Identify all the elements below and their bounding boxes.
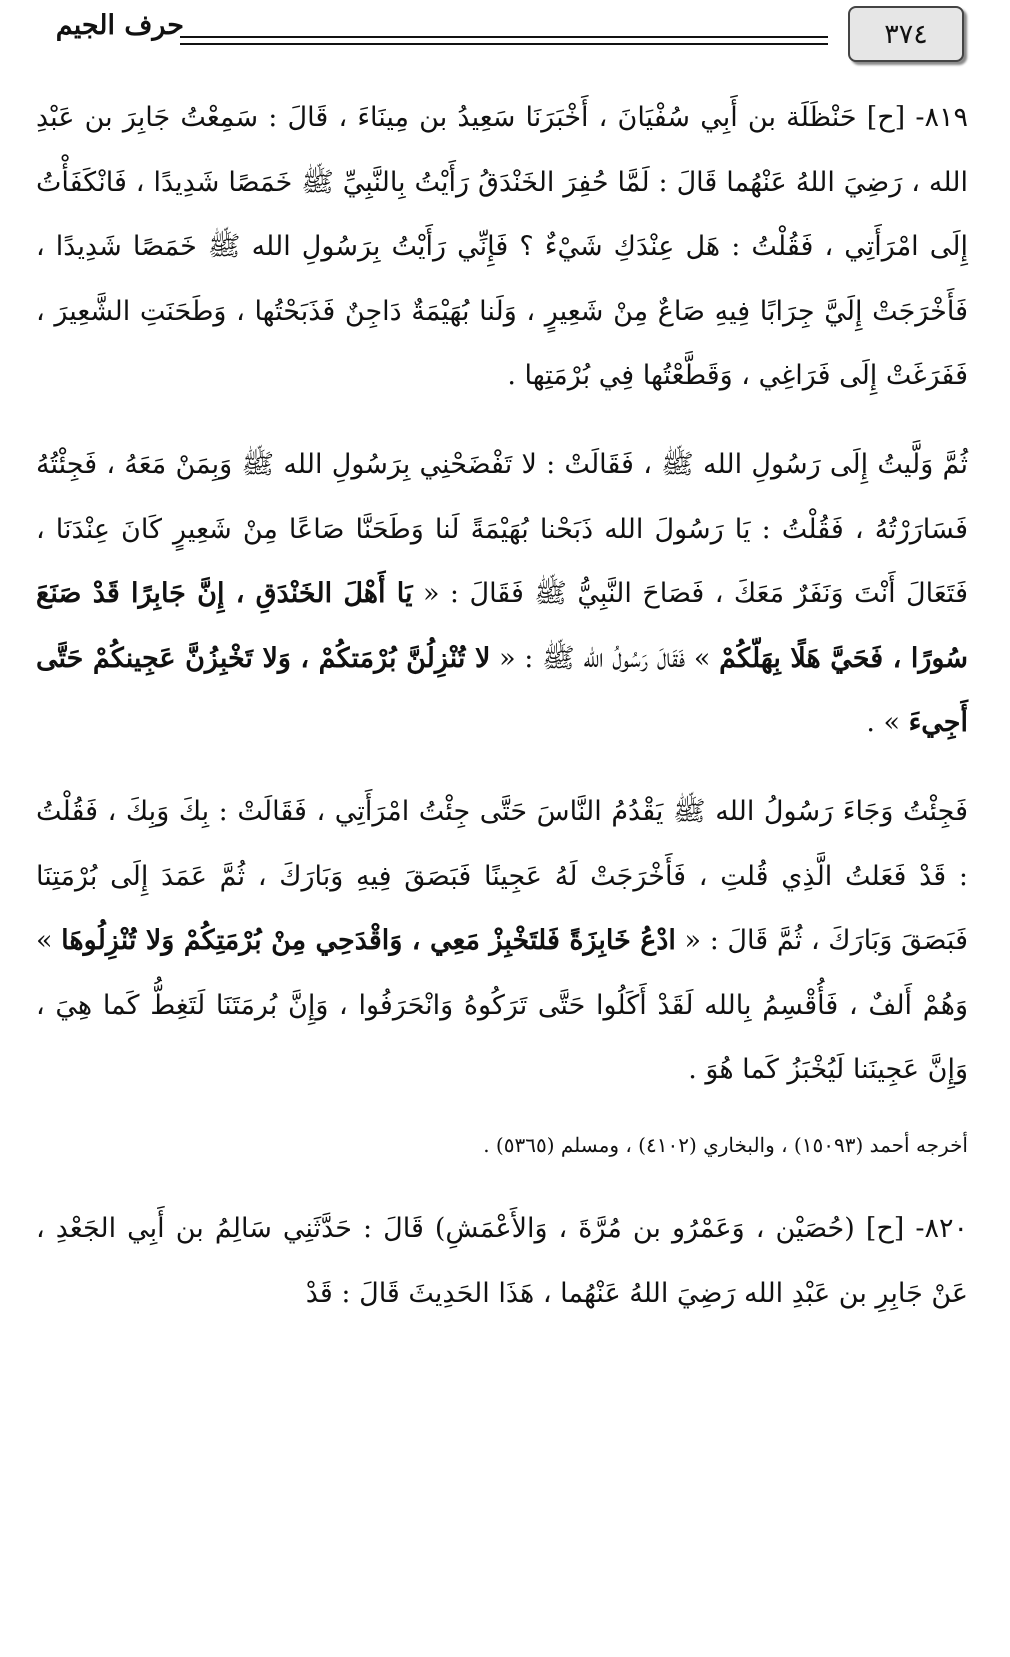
- paragraph-spacer: [36, 756, 968, 780]
- paragraph-spacer: [36, 409, 968, 433]
- hadith-820-paragraph-1: ٨٢٠- [ح] (حُصَيْن ، وَعَمْرُو بن مُرَّةَ ، وَالأَعْمَشِ) قَالَ : حَدَّثَنِي سَالِمُ بن أَبِي الجَعْدِ ، عَنْ جَابِرِ بن عَبْدِ الله رَضِيَ اللهُ عَنْهُما ، هَذَا الحَدِيثَ قَالَ : قَدْ: [36, 1212, 968, 1309]
- prophetic-saying-bold: لا تُنْزِلُنَّ بُرْمَتكُمْ ، وَلا تَخْبِزُنَّ عَجِينكُمْ حَتَّى أَجِيءَ: [36, 642, 968, 739]
- hadith-819-paragraph-2: [36, 433, 968, 756]
- hadith-819-paragraph-1: ٨١٩- [ح] حَنْظَلَة بن أَبِي سُفْيَانَ ، أَخْبَرَنَا سَعِيدُ بن مِينَاءَ ، قَالَ : سَمِعْتُ جَابِرَ بن عَبْدِ الله ، رَضِيَ اللهُ عَنْهُما قَالَ : لَمَّا حُفِرَ الخَنْدَقُ رَأَيْتُ بِالنَّبِيِّ ﷺ خَمَصًا شَدِيدًا ، فَانْكَفَأْتُ إِلَى امْرَأَتِي ، فَقُلْتُ : هَل عِنْدَكِ شَيْءٌ ؟ فَإِنِّي رَأَيْتُ بِرَسُولِ الله ﷺ خَمَصًا شَدِيدًا ، فَأَخْرَجَتْ إِلَيَّ جِرَابًا فِيهِ صَاعٌ مِنْ شَعِيرٍ ، وَلَنا بُهَيْمَةٌ دَاجِنٌ فَذَبَحْتُها ، وَطَحَنَتِ الشَّعِيرَ ، فَفَرَغَتْ إِلَى فَرَاغِي ، وَقَطَّعْتُها فِي بُرْمَتِها .: [36, 102, 969, 392]
- page-number-badge: [848, 6, 964, 62]
- page-header: [0, 0, 1010, 64]
- hadith-819-citation: أخرجه أحمد (١٥٠٩٣) ، والبخاري (٤١٠٢) ، ومسلم (٥٣٦٥) .: [483, 1132, 968, 1157]
- narration-text: » فَقَالَ رَسُولُ الله ﷺ : «: [499, 642, 711, 674]
- hadith-819-paragraph-3: [36, 780, 968, 1103]
- page-number: ٣٧٤: [884, 18, 928, 50]
- header-rule-top: [180, 36, 828, 38]
- section-title: حرف الجيم: [55, 10, 184, 41]
- prophetic-saying-bold: يَا أَهْلَ الخَنْدَقِ ، إِنَّ جَابِرًا قَدْ صَنَعَ سُورًا ، فَحَيَّ هَلًا بِهَلّكُمْ: [36, 578, 968, 674]
- page-content: [36, 86, 968, 1326]
- narration-text: فَجِئْتُ وَجَاءَ رَسُولُ الله ﷺ يَقْدُمُ النَّاسَ حَتَّى جِئْتُ امْرَأَتِي ، فَقَالَتْ : بِكَ وَبِكَ ، فَقُلْتُ : قَدْ فَعَلتُ الَّذِي قُلتِ ، فَأَخْرَجَتْ لَهُ عَجِينًا فَبَصَقَ فِيهِ وَبَارَكَ ، ثُمَّ عَمَدَ إِلَى بُرْمَتِنَا فَبَصَقَ وَبَارَكَ ، ثُمَّ قَالَ : «: [36, 795, 968, 957]
- narration-text: ثُمَّ وَلَّيتُ إِلَى رَسُولِ الله ﷺ ، فَقَالَتْ : لا تَفْضَحْنِي بِرَسُولِ الله ﷺ وَبِمَنْ مَعَهُ ، فَجِئْتُهُ فَسَارَرْتُهُ ، فَقُلْتُ : يَا رَسُولَ الله ذَبَحْنا بُهَيْمَةً لَنا وَطَحَنَّا صَاعًا مِنْ شَعِيرٍ كَانَ عِنْدَنَا ، فَتَعَالَ أَنْتَ وَنَفَرٌ مَعَكَ ، فَصَاحَ النَّبِيُّ ﷺ فَقَالَ : «: [36, 448, 968, 610]
- prophetic-saying-bold: ادْعُ خَابِزَةً فَلتَخْبِزْ مَعِي ، وَاقْدَحِي مِنْ بُرْمَتِكُمْ وَلا تُنْزِلُوهَا: [61, 925, 676, 957]
- narration-text: » وَهُمْ أَلفٌ ، فَأُقْسِمُ بِالله لَقَدْ أَكَلُوا حَتَّى تَرَكُوهُ وَانْحَرَفُوا ، وَإِنَّ بُرمَتَنَا لَتَغِطُّ كَما هِيَ ، وَإِنَّ عَجِينَنا لَيُخْبَزُ كَما هُوَ .: [36, 925, 968, 1086]
- header-rule-bottom: [180, 43, 828, 45]
- narration-text: » .: [866, 707, 900, 739]
